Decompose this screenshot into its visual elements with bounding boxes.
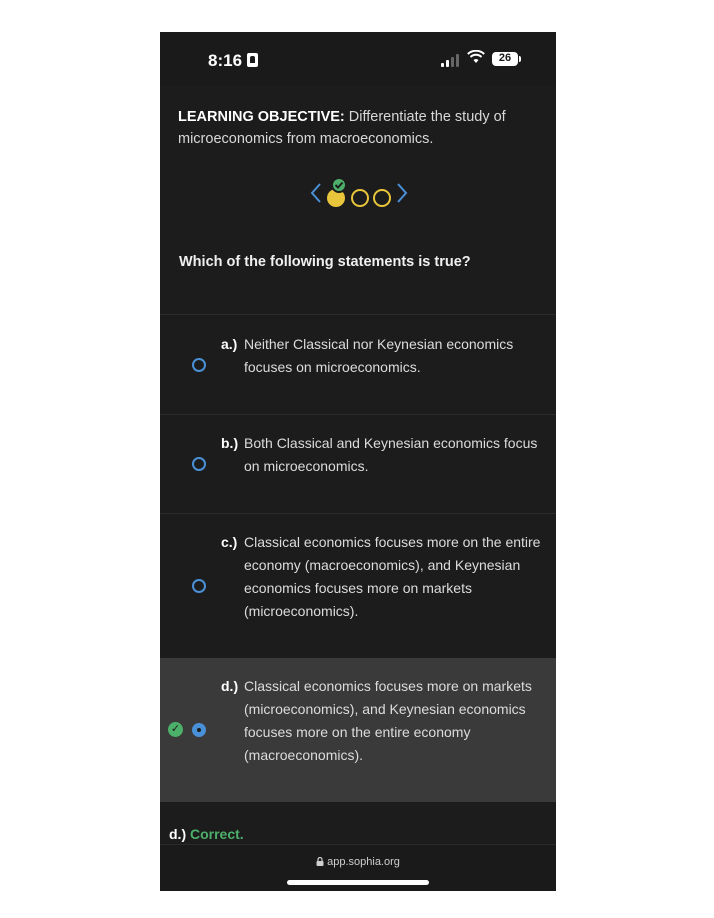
option-text: Classical economics focuses more on markets (microeconomics), and Keynesian economics focuses more on the entire economy (macroeconomics). (244, 678, 532, 763)
pager-dot-2[interactable] (350, 188, 370, 208)
option-letter: a.) (221, 336, 238, 352)
radio-button-d[interactable] (192, 723, 206, 737)
answer-option-d[interactable] (160, 658, 556, 802)
wifi-icon (467, 50, 485, 64)
question-pager (304, 176, 414, 210)
answer-feedback (169, 826, 244, 842)
lock-icon (316, 857, 324, 866)
answer-option-a[interactable] (160, 314, 556, 414)
answer-option-c[interactable] (160, 513, 556, 658)
chevron-left-icon[interactable] (310, 182, 322, 204)
objective-label: LEARNING OBJECTIVE: (178, 109, 345, 125)
chevron-right-icon[interactable] (396, 182, 408, 204)
battery-tip (519, 56, 521, 62)
option-text: Classical economics focuses more on the entire economy (macroeconomics), and Keynesian economics focuses more on markets (microeconomics). (244, 534, 541, 619)
pager-dot-3[interactable] (372, 188, 392, 208)
learning-objective (178, 106, 538, 150)
battery-icon: 26 (492, 52, 518, 66)
cellular-signal-icon (441, 54, 459, 67)
url-display[interactable] (160, 856, 556, 868)
objective-text: Differentiate the study of microeconomics from macroeconomics. (178, 109, 506, 147)
status-bar (160, 32, 556, 86)
question-text: Which of the following statements is true? (179, 254, 471, 270)
option-letter: d.) (221, 678, 239, 694)
status-time: 8:16 (208, 51, 243, 70)
radio-button-a[interactable] (192, 358, 206, 372)
feedback-letter: d.) (169, 826, 187, 842)
feedback-result: Correct. (190, 826, 244, 842)
radio-button-c[interactable] (192, 579, 206, 593)
option-letter: b.) (221, 435, 239, 451)
pager-dot-current[interactable] (324, 176, 350, 208)
lock-icon (247, 53, 258, 67)
option-text: Neither Classical nor Keynesian economics focuses on microeconomics. (244, 336, 514, 375)
option-letter: c.) (221, 534, 238, 550)
radio-button-b[interactable] (192, 457, 206, 471)
phone-screen (160, 32, 556, 891)
correct-check-icon: ✓ (168, 722, 183, 737)
url-text: app.sophia.org (327, 856, 400, 868)
home-indicator[interactable] (287, 880, 429, 885)
option-text: Both Classical and Keynesian economics focus on microeconomics. (244, 435, 538, 474)
answer-option-b[interactable] (160, 414, 556, 513)
